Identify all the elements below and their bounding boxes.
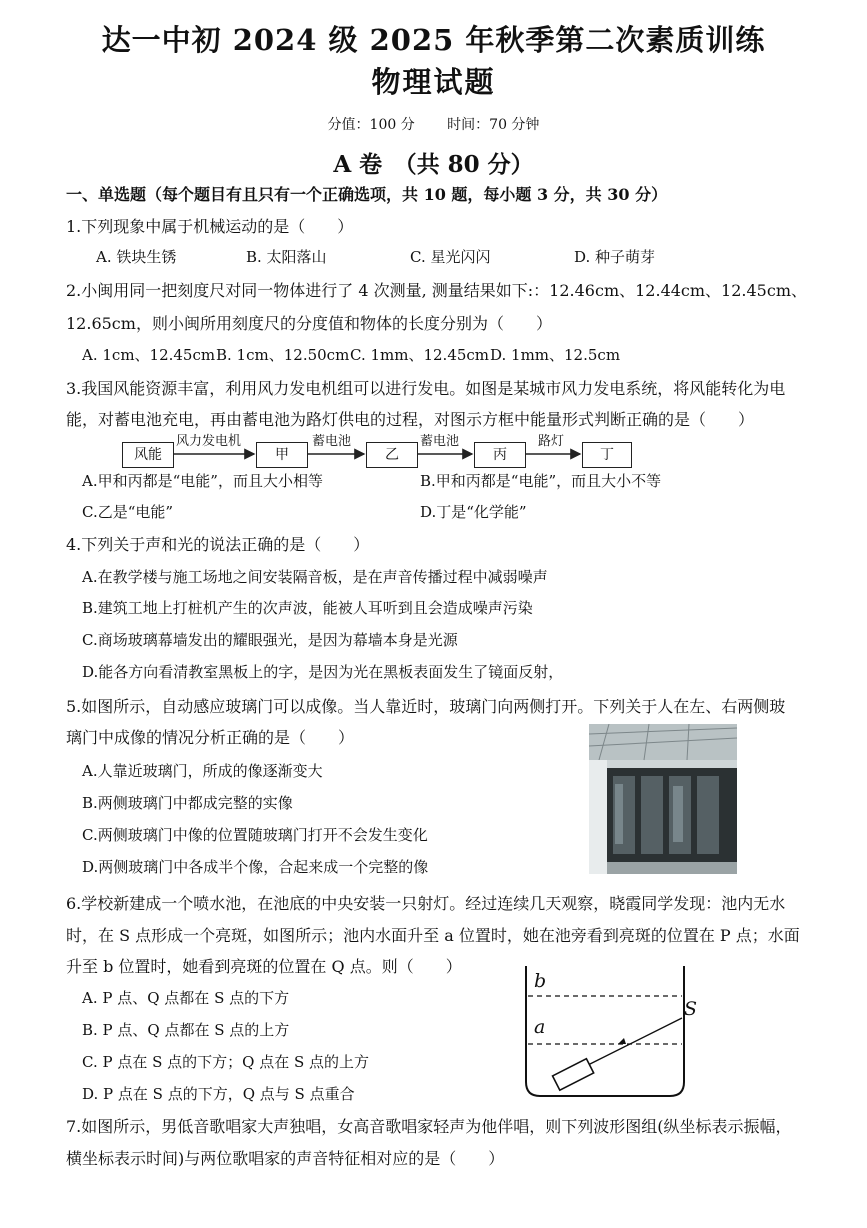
arrow-label-streetlamp: 路灯 bbox=[538, 434, 565, 449]
flow-box-yi: 乙 bbox=[366, 442, 418, 468]
q7-stem-line2: 横坐标表示时间)与两位歌唱家的声音特征相对应的是（ ） bbox=[66, 1149, 505, 1168]
point-s-label: S bbox=[684, 998, 698, 1020]
exam-subject: 物理试题 bbox=[371, 65, 496, 99]
exam-title: 达一中初 2024 级 2025 年秋季第二次素质训练 bbox=[101, 23, 766, 57]
q1-option-d: D. 种子萌芽 bbox=[574, 248, 656, 266]
q2-stem-line1: 2.小闽用同一把刻度尺对同一物体进行了 4 次测量, 测量结果如下:：12.46cm、12.44cm、12.45cm、 bbox=[66, 281, 807, 300]
q2-option-b: B. 1cm、12.50cm bbox=[216, 346, 350, 364]
q6-stem-line1: 6.学校新建成一个喷水池，在池底的中央安装一只射灯。经过连续几天观察，晓霞同学发现：池内无水 bbox=[66, 894, 786, 913]
flow-box-ding: 丁 bbox=[582, 442, 632, 468]
q1-option-c: C. 星光闪闪 bbox=[410, 248, 491, 266]
q3-stem-line2: 能，对蓄电池充电，再由蓄电池为路灯供电的过程，对图示方框中能量形式判断正确的是（ ） bbox=[66, 410, 755, 429]
q5-option-a: A.人靠近玻璃门，所成的像逐渐变大 bbox=[82, 762, 323, 780]
glass-door-photo bbox=[589, 724, 737, 874]
q6-option-c: C. P 点在 S 点的下方；Q 点在 S 点的上方 bbox=[82, 1053, 370, 1071]
q2-option-a: A. 1cm、12.45cm bbox=[82, 346, 216, 364]
q5-option-b: B.两侧玻璃门中都成完整的实像 bbox=[82, 794, 293, 812]
q4-option-d: D.能各方向看清教室黑板上的字，是因为光在黑板表面发生了镜面反射， bbox=[82, 663, 564, 681]
q5-stem-line1: 5.如图所示，自动感应玻璃门可以成像。当人靠近时，玻璃门向两侧打开。下列关于人在左、右两侧玻 bbox=[66, 697, 786, 716]
flow-box-jia: 甲 bbox=[256, 442, 308, 468]
q4-option-a: A.在教学楼与施工场地之间安装隔音板，是在声音传播过程中减弱噪声 bbox=[82, 568, 548, 586]
flow-box-bing: 丙 bbox=[474, 442, 526, 468]
q4-option-c: C.商场玻璃幕墙发出的耀眼强光，是因为幕墙本身是光源 bbox=[82, 631, 458, 649]
arrow-label-battery-2: 蓄电池 bbox=[420, 434, 460, 449]
score-text: 分值：100 分 bbox=[327, 117, 415, 133]
flow-box-wind: 风能 bbox=[122, 442, 174, 468]
q2-option-c: C. 1mm、12.45cm bbox=[350, 346, 490, 364]
q3-option-a: A.甲和丙都是“电能”，而且大小相等 bbox=[82, 472, 323, 490]
q3-option-c: C.乙是“电能” bbox=[82, 503, 174, 521]
q6-option-a: A. P 点、Q 点都在 S 点的下方 bbox=[82, 989, 290, 1007]
level-b-label: b bbox=[534, 970, 547, 992]
q3-option-d: D.丁是“化学能” bbox=[420, 503, 527, 521]
time-text: 时间：70 分钟 bbox=[447, 117, 540, 133]
level-a-label: a bbox=[534, 1016, 546, 1038]
q2-option-d: D. 1mm、12.5cm bbox=[490, 346, 621, 364]
q6-option-b: B. P 点、Q 点都在 S 点的上方 bbox=[82, 1021, 290, 1039]
exam-meta bbox=[0, 114, 867, 134]
q5-option-d: D.两侧玻璃门中各成半个像，合起来成一个完整的像 bbox=[82, 858, 429, 876]
q3-option-b: B.甲和丙都是“电能”，而且大小不等 bbox=[420, 472, 662, 490]
section-title: A 卷 （共 80 分） bbox=[333, 151, 534, 178]
energy-flow-diagram bbox=[120, 436, 640, 472]
q1-option-b: B. 太阳落山 bbox=[246, 248, 327, 266]
q3-stem-line1: 3.我国风能资源丰富，利用风力发电机组可以进行发电。如图是某城市风力发电系统，将风能转化为电 bbox=[66, 379, 786, 398]
q5-stem-line2: 璃门中成像的情况分析正确的是（ ） bbox=[66, 728, 355, 747]
section-heading: 一、单选题（每个题目有且只有一个正确选项，共 10 题，每小题 3 分，共 30 分） bbox=[66, 185, 668, 204]
q4-option-b: B.建筑工地上打桩机产生的次声波，能被人耳听到且会造成噪声污染 bbox=[82, 599, 533, 617]
q6-stem-line3: 升至 b 位置时，她看到亮斑的位置在 Q 点。则（ ） bbox=[66, 957, 462, 976]
arrow-label-battery-1: 蓄电池 bbox=[312, 434, 352, 449]
q6-stem-line2: 时，在 S 点形成一个亮斑，如图所示；池内水面升至 a 位置时，她在池旁看到亮斑的位置在 P 点；水面 bbox=[66, 926, 800, 945]
q6-option-d: D. P 点在 S 点的下方，Q 点与 S 点重合 bbox=[82, 1085, 355, 1103]
q5-option-c: C.两侧玻璃门中像的位置随玻璃门打开不会发生变化 bbox=[82, 826, 428, 844]
q1-stem: 1.下列现象中属于机械运动的是（ ） bbox=[66, 217, 354, 236]
q2-stem-line2: 12.65cm，则小闽所用刻度尺的分度值和物体的长度分别为（ ） bbox=[66, 314, 552, 333]
q4-stem: 4.下列关于声和光的说法正确的是（ ） bbox=[66, 535, 370, 554]
pool-diagram bbox=[518, 962, 704, 1102]
q1-option-a: A. 铁块生锈 bbox=[96, 248, 177, 266]
q7-stem-line1: 7.如图所示，男低音歌唱家大声独唱，女高音歌唱家轻声为他伴唱，则下列波形图组(纵坐标表示振幅， bbox=[66, 1117, 792, 1136]
arrow-label-generator: 风力发电机 bbox=[176, 434, 242, 449]
